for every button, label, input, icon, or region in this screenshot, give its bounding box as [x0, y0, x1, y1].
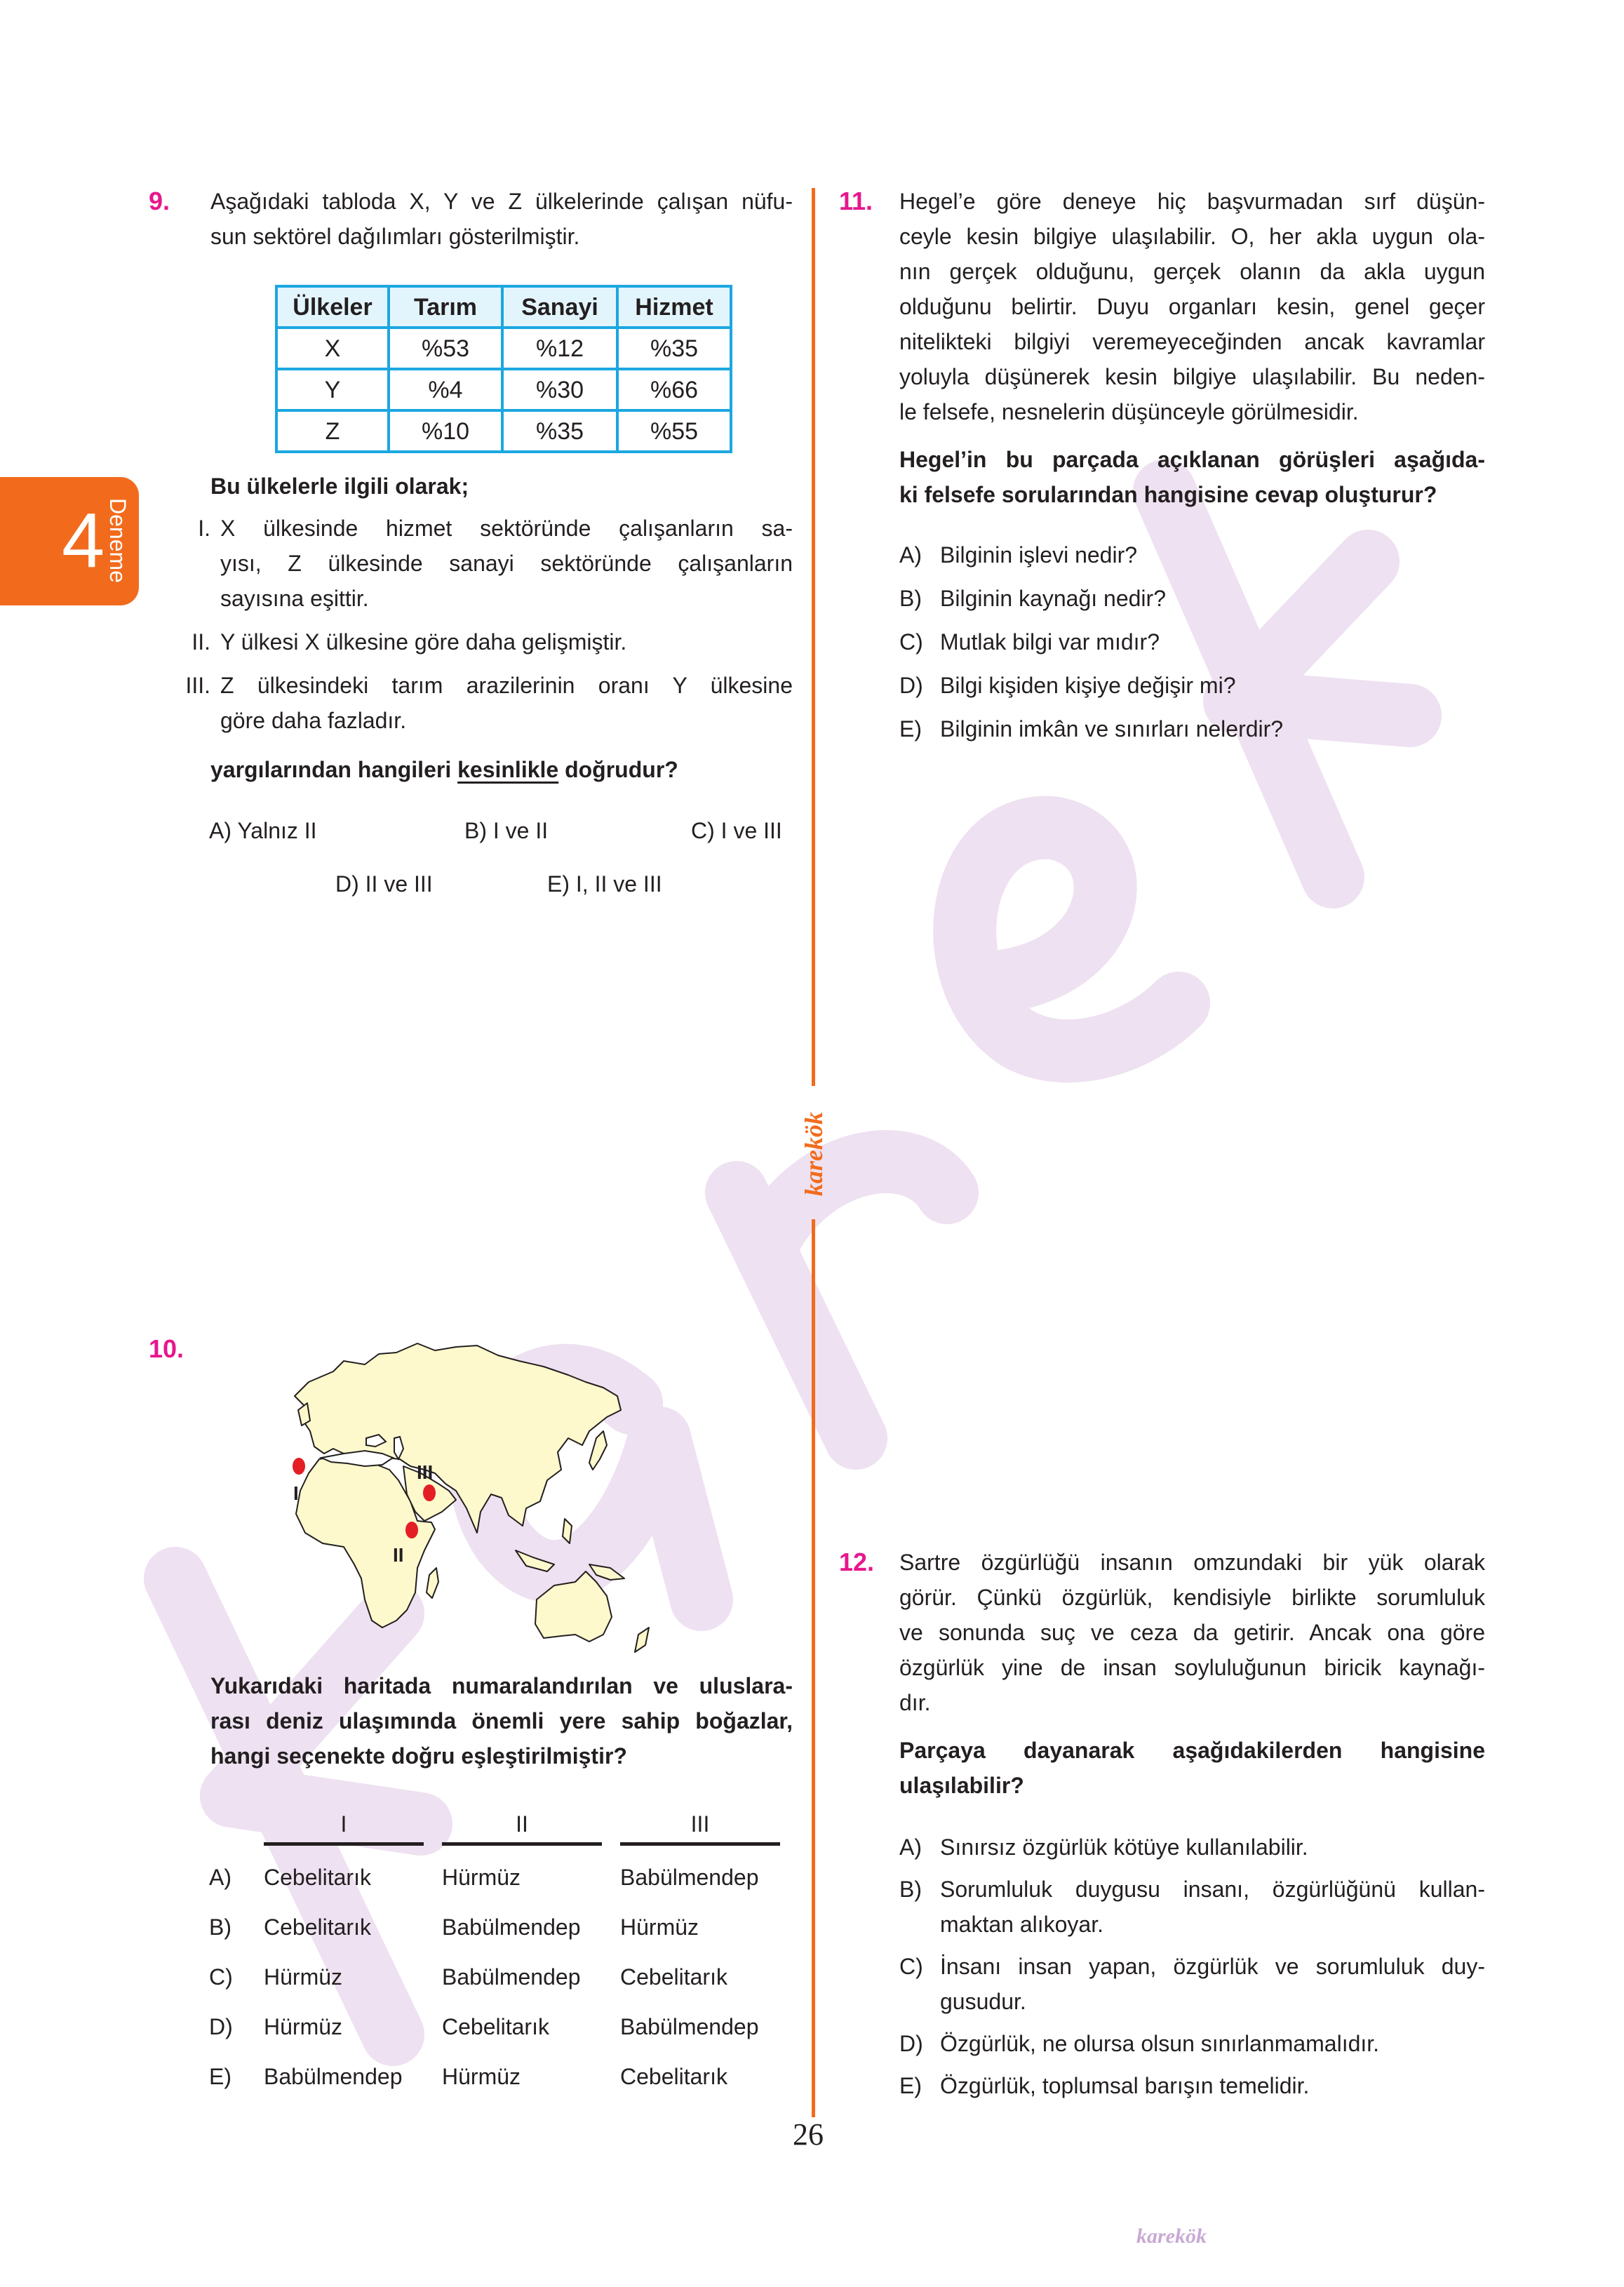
table-cell: %10 [389, 410, 502, 452]
watermark-stroke-e [965, 828, 1179, 1052]
question-number-12: 12. [839, 1548, 875, 1576]
q11-option-d[interactable] [899, 668, 1485, 703]
option-value: Babülmendep [442, 1964, 581, 1990]
q10-option-e[interactable] [209, 2063, 784, 2091]
table-cell: %53 [389, 328, 502, 369]
option-letter: D) [209, 2014, 233, 2039]
table-cell: X [276, 328, 389, 369]
statement-line: göre daha fazladır. [220, 708, 407, 733]
passage-line: ceyle kesin bilgiye ulaşılabilir. O, her akla uygun ola- [899, 224, 1485, 249]
option-line: gusudur. [940, 1989, 1026, 2014]
statement-line: sayısına eşittir. [220, 586, 369, 611]
column-divider-top [812, 188, 815, 1086]
japan [589, 1431, 607, 1470]
q10-column-headers [264, 1809, 786, 1848]
q9-sector-table [275, 285, 732, 453]
option-line: Özgürlük, toplumsal barışın temelidir. [940, 2073, 1310, 2098]
q9-option-a[interactable]: A) Yalnız II [209, 818, 317, 843]
map-label-ii: II [393, 1544, 404, 1566]
strait-marker-ii [405, 1522, 418, 1538]
q12-option-a[interactable] [899, 1830, 1485, 1865]
passage-line: görür. Çünkü özgürlük, kendisiyle birlikte sorumluluk [899, 1585, 1485, 1610]
q9-intro-line: sun sektörel dağılımları gösterilmiştir. [210, 224, 580, 249]
q10-question [210, 1668, 793, 1773]
q12-option-e[interactable] [899, 2068, 1485, 2103]
passage-line: olduğunu belirtir. Duyu organları kesin, genel geçer [899, 294, 1485, 319]
philippines [563, 1519, 572, 1543]
q12-options [899, 1830, 1485, 2103]
world-map [267, 1333, 716, 1663]
test-label: Deneme [105, 498, 130, 583]
q11-option-a[interactable] [899, 537, 1485, 572]
option-text: Mutlak bilgi var mıdır? [940, 629, 1160, 655]
q9-option-b[interactable]: B) I ve II [464, 818, 549, 843]
q9-option-c[interactable]: C) I ve III [691, 818, 782, 843]
q10-question-line: Yukarıdaki haritada numaralandırılan ve uluslara- [210, 1673, 793, 1698]
option-letter: A) [899, 542, 922, 568]
q9-question-text: yargılarından hangileri [210, 757, 458, 782]
madagascar [427, 1568, 438, 1598]
option-letter: E) [899, 2073, 922, 2098]
statement-line: Y ülkesi X ülkesine göre daha gelişmiştir. [220, 629, 627, 655]
passage-line: nitelikteki bilgiyi veremeyeceğinden ancak kavramlar [899, 329, 1485, 354]
table-cell: %35 [617, 328, 731, 369]
option-line: maktan alıkoyar. [940, 1912, 1103, 1937]
q12-passage [899, 1545, 1485, 1720]
passage-line: Hegel’e göre deneye hiç başvurmadan sırf düşün- [899, 189, 1485, 214]
option-letter: A) [209, 1865, 231, 1890]
option-value: Hürmüz [442, 1865, 521, 1890]
option-letter: E) [899, 716, 922, 742]
column-header-i: I [264, 1809, 424, 1846]
q9-question-text: doğrudur? [558, 757, 678, 782]
option-letter: C) [209, 1964, 233, 1990]
australia-landmass [535, 1571, 612, 1642]
new-guinea [589, 1564, 624, 1580]
q10-option-c[interactable] [209, 1963, 784, 1991]
q9-statements [171, 511, 793, 738]
question-number-10: 10. [149, 1334, 184, 1363]
table-row [276, 369, 731, 410]
table-header-row [276, 286, 731, 328]
q10-option-b[interactable] [209, 1913, 784, 1941]
statement-numeral: II. [192, 629, 210, 655]
test-number: 4 [62, 497, 105, 584]
question-number-9: 9. [149, 187, 170, 215]
table-cell: %30 [502, 369, 617, 410]
statement-iii [171, 668, 793, 738]
column-divider-bottom [812, 1219, 815, 2117]
table-cell: %35 [502, 410, 617, 452]
option-letter: B) [209, 1914, 231, 1940]
britain [298, 1403, 310, 1426]
brand-logo: karekök [800, 1112, 828, 1196]
statement-line: yısı, Z ülkesinde sanayi sektöründe çalışanların [220, 551, 793, 576]
q12-option-c[interactable] [899, 1949, 1485, 2019]
passage-line: ve sonunda suç ve ceza da getirir. Ancak ona göre [899, 1620, 1485, 1645]
option-text: Bilginin kaynağı nedir? [940, 586, 1166, 611]
table-cell: %66 [617, 369, 731, 410]
option-value: Babülmendep [620, 2014, 759, 2039]
table-header: Ülkeler [276, 286, 389, 328]
strait-marker-iii [423, 1484, 436, 1501]
q10-question-line: hangi seçenekte doğru eşleştirilmiştir? [210, 1743, 627, 1769]
option-letter: C) [899, 629, 923, 655]
table-header: Sanayi [502, 286, 617, 328]
passage-line: nın gerçek olduğunu, gerçek olanın da akla uygun [899, 259, 1485, 284]
q9-question-emphasis: kesinlikle [457, 757, 559, 782]
new-zealand [635, 1628, 649, 1652]
watermark: karekök [1136, 2225, 1207, 2248]
column-header-iii: III [620, 1809, 780, 1846]
table-row [276, 410, 731, 452]
passage-line: yoluyla düşünerek kesin bilgiye ulaşılabilir. Bu neden- [899, 364, 1485, 389]
option-letter: E) [209, 2064, 231, 2089]
option-text: Bilginin işlevi nedir? [940, 542, 1138, 568]
option-value: Cebelitarık [620, 1964, 727, 1990]
option-value: Cebelitarık [264, 1914, 371, 1940]
option-value: Babülmendep [442, 1914, 581, 1940]
column-header-ii: II [442, 1809, 602, 1846]
q11-question-line: ki felsefe sorularından hangisine cevap oluşturur? [899, 482, 1437, 507]
map-label-i: I [293, 1482, 299, 1504]
q12-option-d[interactable] [899, 2026, 1485, 2061]
option-value: Cebelitarık [442, 2014, 549, 2039]
option-value: Cebelitarık [620, 2064, 727, 2089]
table-cell: %4 [389, 369, 502, 410]
statement-line: X ülkesinde hizmet sektöründe çalışanların sa- [220, 516, 793, 541]
table-cell: %12 [502, 328, 617, 369]
watermark-stroke-r [737, 1162, 947, 1438]
statement-ii [171, 624, 793, 659]
option-line: Sorumluluk duygusu insanı, özgürlüğünü kullan- [940, 1877, 1485, 1902]
q11-question [899, 442, 1485, 512]
passage-line: özgürlük yine de insan soyluluğunun biricik kaynağı- [899, 1655, 1485, 1680]
q11-option-c[interactable] [899, 624, 1485, 659]
q9-intro [210, 184, 793, 254]
option-value: Hürmüz [442, 2064, 521, 2089]
option-value: Cebelitarık [264, 1865, 371, 1890]
passage-line: dır. [899, 1690, 931, 1715]
option-line: Sınırsız özgürlük kötüye kullanılabilir. [940, 1835, 1308, 1860]
q12-question-line: ulaşılabilir? [899, 1773, 1024, 1798]
q11-passage [899, 184, 1485, 429]
q11-option-b[interactable] [899, 581, 1485, 616]
option-letter: D) [899, 2031, 923, 2056]
option-letter: A) [899, 1835, 922, 1860]
option-letter: B) [899, 586, 922, 611]
q9-intro-line: Aşağıdaki tabloda X, Y ve Z ülkelerinde çalışan nüfu- [210, 189, 793, 214]
passage-line: Sartre özgürlüğü insanın omzundaki bir yük olarak [899, 1550, 1485, 1575]
q10-option-a[interactable] [209, 1863, 784, 1891]
q12-option-b[interactable] [899, 1872, 1485, 1942]
statement-numeral: I. [198, 516, 210, 541]
map-label-iii: III [417, 1461, 434, 1483]
q11-option-e[interactable] [899, 711, 1485, 746]
q12-question [899, 1733, 1485, 1803]
page-number: 26 [793, 2117, 824, 2152]
option-letter: D) [899, 673, 923, 698]
q10-question-line: rası deniz ulaşımında önemli yere sahip boğazlar, [210, 1708, 793, 1733]
q9-option-e[interactable]: E) I, II ve III [547, 871, 662, 897]
option-value: Hürmüz [264, 1964, 343, 1990]
statement-i [171, 511, 793, 616]
q12-question-line: Parçaya dayanarak aşağıdakilerden hangisine [899, 1738, 1485, 1763]
option-text: Bilgi kişiden kişiye değişir mi? [940, 673, 1236, 698]
indonesia [516, 1550, 554, 1571]
statement-numeral: III. [185, 673, 210, 698]
q11-question-line: Hegel’in bu parçada açıklanan görüşleri aşağıda- [899, 447, 1485, 472]
q10-option-d[interactable] [209, 2013, 784, 2041]
q9-option-d[interactable]: D) II ve III [335, 871, 433, 897]
table-cell: Z [276, 410, 389, 452]
q9-lead: Bu ülkelerle ilgili olarak; [210, 474, 469, 499]
option-letter: B) [899, 1877, 922, 1902]
table-cell: Y [276, 369, 389, 410]
option-value: Hürmüz [264, 2014, 343, 2039]
table-header: Hizmet [617, 286, 731, 328]
strait-marker-i [293, 1458, 305, 1475]
option-line: Özgürlük, ne olursa olsun sınırlanmamalıdır. [940, 2031, 1380, 2056]
option-value: Babülmendep [264, 2064, 403, 2089]
table-row [276, 328, 731, 369]
statement-line: Z ülkesindeki tarım arazilerinin oranı Y ülkesine [220, 673, 793, 698]
option-letter: C) [899, 1954, 923, 1979]
option-value: Hürmüz [620, 1914, 699, 1940]
q9-question [210, 752, 678, 787]
q11-options [899, 537, 1485, 746]
test-number-tab [0, 477, 139, 605]
table-header: Tarım [389, 286, 502, 328]
table-cell: %55 [617, 410, 731, 452]
option-line: İnsanı insan yapan, özgürlük ve sorumluluk duy- [940, 1954, 1485, 1979]
option-value: Babülmendep [620, 1865, 759, 1890]
question-number-11: 11. [839, 187, 873, 215]
option-text: Bilginin imkân ve sınırları nelerdir? [940, 716, 1284, 742]
passage-line: le felsefe, nesnelerin düşünceyle görülmesidir. [899, 399, 1359, 424]
